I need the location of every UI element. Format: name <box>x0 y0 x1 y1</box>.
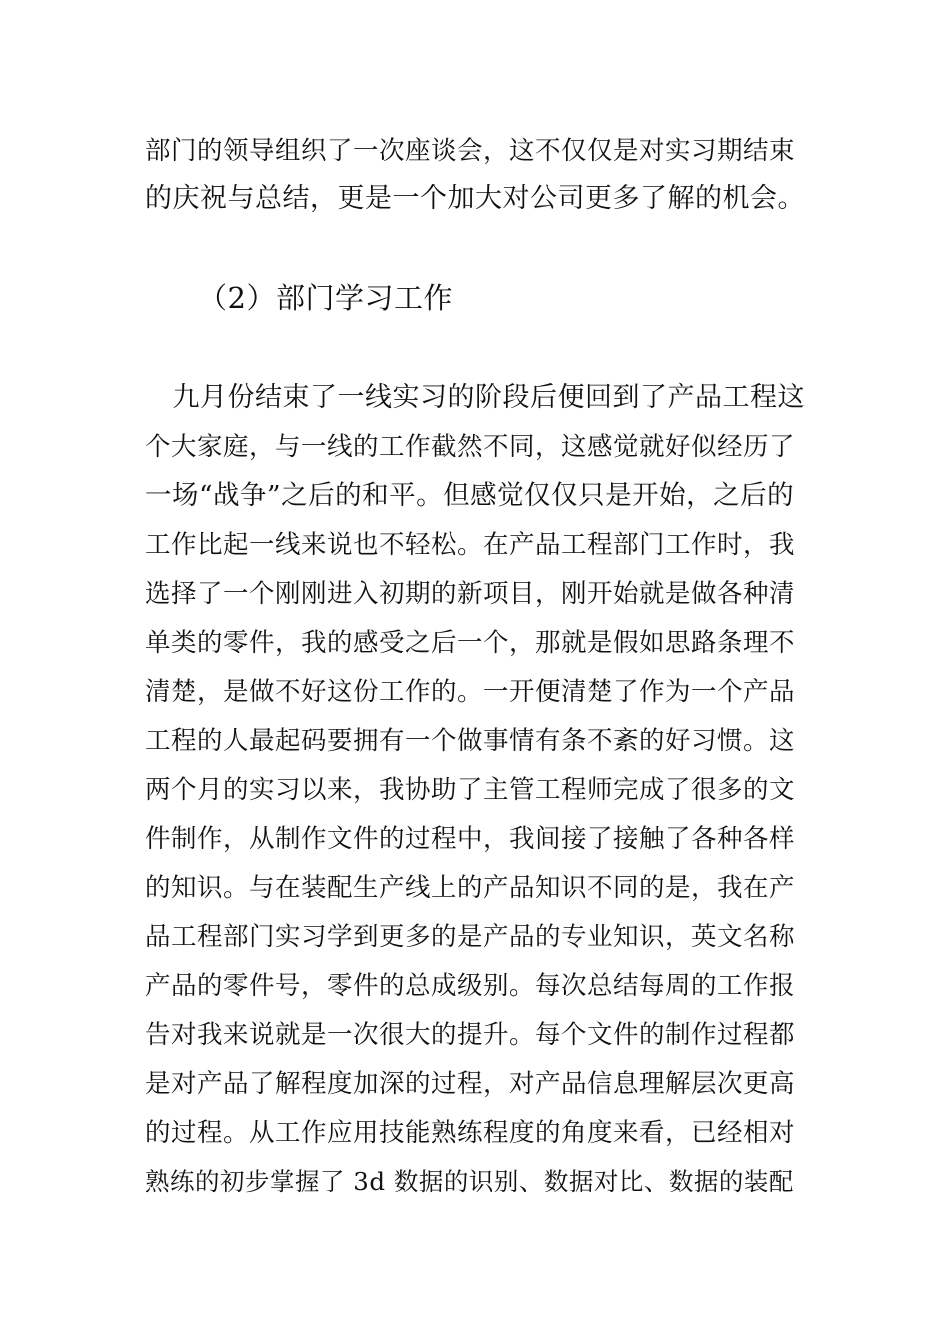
body-text-line: 的知识。与在装配生产线上的产品知识不同的是，我在产 <box>145 873 796 903</box>
body-text-line: 清楚，是做不好这份工作的。一开便清楚了作为一个产品 <box>145 677 796 707</box>
body-text-line: 的庆祝与总结，更是一个加大对公司更多了解的机会。 <box>145 183 805 214</box>
body-text-line: 单类的零件，我的感受之后一个，那就是假如思路条理不 <box>145 628 796 658</box>
body-text-line: 选择了一个刚刚进入初期的新项目，刚开始就是做各种清 <box>145 579 796 609</box>
body-text-line: 部门的领导组织了一次座谈会，这不仅仅是对实习期结束 <box>145 136 796 166</box>
body-text-line: 工程的人最起码要拥有一个做事情有条不紊的好习惯。这 <box>145 726 796 756</box>
body-text-line: 个大家庭，与一线的工作截然不同，这感觉就好似经历了 <box>145 432 796 462</box>
body-text-line: 产品的零件号，零件的总成级别。每次总结每周的工作报 <box>145 971 796 1001</box>
section-heading: （2）部门学习工作 <box>198 281 453 315</box>
body-text-line: 一场“战争”之后的和平。但感觉仅仅只是开始，之后的 <box>145 480 795 511</box>
body-text-line: 九月份结束了一线实习的阶段后便回到了产品工程这 <box>145 382 805 413</box>
body-text-line: 告对我来说就是一次很大的提升。每个文件的制作过程都 <box>145 1020 796 1050</box>
body-text-line: 熟练的初步掌握了 3d 数据的识别、数据对比、数据的装配 <box>145 1167 794 1196</box>
body-text-line: 品工程部门实习学到更多的是产品的专业知识，英文名称 <box>145 922 796 952</box>
body-text-line: 是对产品了解程度加深的过程，对产品信息理解层次更高 <box>145 1069 796 1099</box>
body-text-line: 的过程。从工作应用技能熟练程度的角度来看，已经相对 <box>145 1118 796 1148</box>
body-text-line: 两个月的实习以来，我协助了主管工程师完成了很多的文 <box>145 775 796 805</box>
body-text-line: 工作比起一线来说也不轻松。在产品工程部门工作时，我 <box>145 530 796 560</box>
body-text-line: 件制作，从制作文件的过程中，我间接了接触了各种各样 <box>145 824 796 854</box>
